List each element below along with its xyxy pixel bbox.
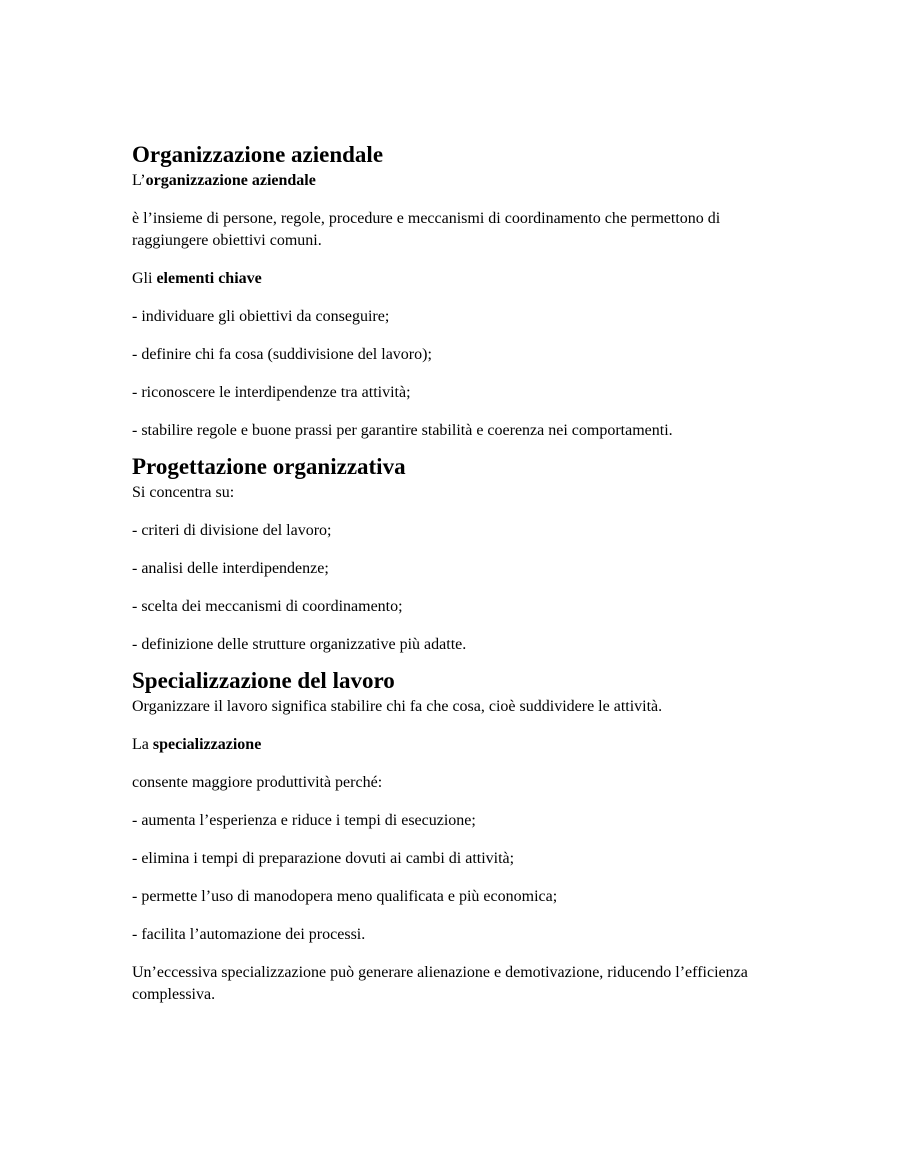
text-prefix: Gli bbox=[132, 270, 157, 287]
document-page bbox=[132, 140, 772, 1022]
intro-paragraph: Organizzare il lavoro significa stabilire chi fa che cosa, cioè suddividere le attività. bbox=[132, 698, 663, 715]
list-item: - individuare gli obiettivi da conseguire; bbox=[132, 308, 390, 325]
list-item: - scelta dei meccanismi di coordinamento; bbox=[132, 598, 403, 615]
list-item: - facilita l’automazione dei processi. bbox=[132, 926, 366, 943]
list-item: - riconoscere le interdipendenze tra attività; bbox=[132, 384, 411, 401]
closing-paragraph: Un’eccessiva specializzazione può generare alienazione e demotivazione, riducendo l’efficienza complessiva. bbox=[132, 964, 748, 1003]
bold-term: organizzazione aziendale bbox=[145, 172, 316, 189]
list-item: - definire chi fa cosa (suddivisione del lavoro); bbox=[132, 346, 432, 363]
section-heading: Specializzazione del lavoro bbox=[132, 668, 395, 693]
text-prefix: L’ bbox=[132, 172, 146, 189]
list-item: - definizione delle strutture organizzative più adatte. bbox=[132, 636, 467, 653]
specialization-paragraph bbox=[132, 734, 772, 756]
section-heading: Progettazione organizzativa bbox=[132, 454, 406, 479]
list-item: - aumenta l’esperienza e riduce i tempi di esecuzione; bbox=[132, 812, 476, 829]
section-specializzazione-del-lavoro bbox=[132, 666, 772, 1006]
section-organizzazione-aziendale bbox=[132, 140, 772, 442]
definition-text: è l’insieme di persone, regole, procedure e meccanismi di coordinamento che permettono di raggiungere obiettivi comuni. bbox=[132, 210, 721, 249]
list-item: - permette l’uso di manodopera meno qualificata e più economica; bbox=[132, 888, 558, 905]
definition-paragraph bbox=[132, 170, 772, 192]
intro-paragraph: Si concentra su: bbox=[132, 484, 235, 501]
section-progettazione-organizzativa bbox=[132, 452, 772, 656]
bold-term: elementi chiave bbox=[156, 270, 262, 287]
list-item: - criteri di divisione del lavoro; bbox=[132, 522, 332, 539]
bold-term: specializzazione bbox=[152, 736, 262, 753]
productivity-paragraph: consente maggiore produttività perché: bbox=[132, 774, 383, 791]
list-item: - analisi delle interdipendenze; bbox=[132, 560, 329, 577]
list-item: - stabilire regole e buone prassi per garantire stabilità e coerenza nei comportamenti. bbox=[132, 422, 673, 439]
section-heading: Organizzazione aziendale bbox=[132, 142, 384, 167]
text-prefix: La bbox=[132, 736, 153, 753]
list-item: - elimina i tempi di preparazione dovuti ai cambi di attività; bbox=[132, 850, 515, 867]
key-elements-paragraph bbox=[132, 268, 772, 290]
